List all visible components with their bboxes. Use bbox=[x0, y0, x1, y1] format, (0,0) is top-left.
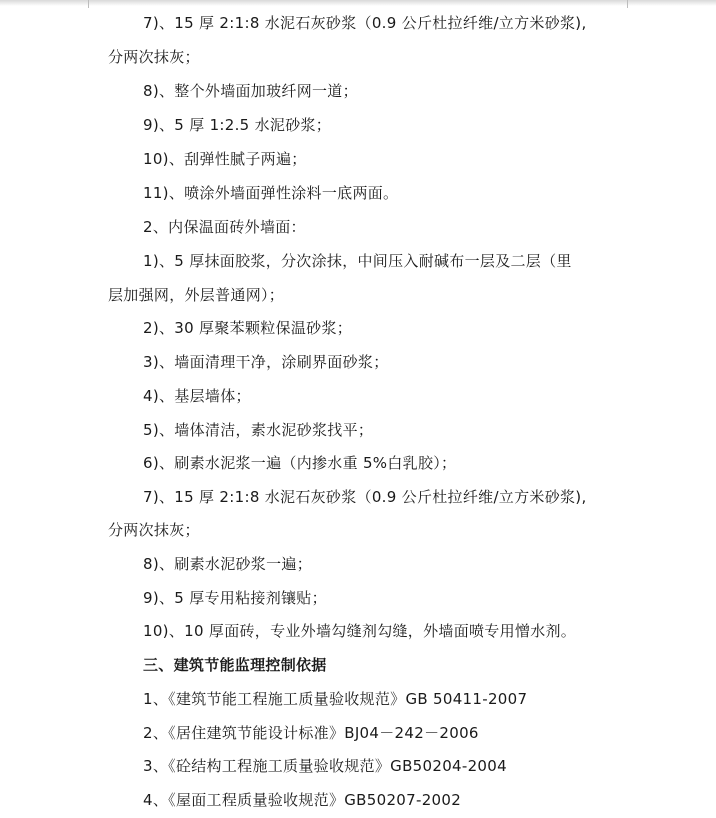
text-line: 9)、5 厚专用粘接剂镶贴； bbox=[143, 589, 327, 607]
reference-item: 2、《居住建筑节能设计标准》BJ04－242－2006 bbox=[143, 724, 479, 742]
text-line: 1)、5 厚抹面胶浆，分次涂抹，中间压入耐碱布一层及二层（里 bbox=[143, 252, 572, 270]
text-line: 6)、刷素水泥浆一遍（内掺水重 5%白乳胶）； bbox=[143, 454, 457, 472]
text-line: 层加强网，外层普通网）； bbox=[108, 286, 285, 304]
text-line: 分两次抹灰； bbox=[108, 48, 200, 66]
reference-item: 1、《建筑节能工程施工质量验收规范》GB 50411-2007 bbox=[143, 690, 528, 708]
text-line: 2)、30 厚聚苯颗粒保温砂浆； bbox=[143, 319, 353, 337]
text-line: 7)、15 厚 2:1:8 水泥石灰砂浆（0.9 公斤杜拉纤维/立方米砂浆), bbox=[143, 488, 587, 506]
text-line: 11)、喷涂外墙面弹性涂料一底两面。 bbox=[143, 184, 399, 202]
text-line: 3)、墙面清理干净，涂刷界面砂浆； bbox=[143, 353, 389, 371]
text-line: 8)、整个外墙面加玻纤网一道； bbox=[143, 82, 358, 100]
text-line: 10)、10 厚面砖，专业外墙勾缝剂勾缝，外墙面喷专用憎水剂。 bbox=[143, 622, 577, 640]
text-line: 5)、墙体清洁，素水泥砂浆找平； bbox=[143, 421, 374, 439]
reference-item: 4、《屋面工程质量验收规范》GB50207-2002 bbox=[143, 791, 462, 809]
text-line: 4)、基层墙体； bbox=[143, 387, 251, 405]
section-heading: 三、建筑节能监理控制依据 bbox=[143, 656, 327, 674]
text-line: 分两次抹灰； bbox=[108, 521, 200, 539]
margin-corner-mark-right bbox=[627, 0, 628, 8]
text-line: 7)、15 厚 2:1:8 水泥石灰砂浆（0.9 公斤杜拉纤维/立方米砂浆), bbox=[143, 14, 587, 32]
text-line: 2、内保温面砖外墙面： bbox=[143, 218, 306, 236]
margin-corner-mark-left bbox=[88, 0, 89, 8]
reference-item: 3、《砼结构工程施工质量验收规范》GB50204-2004 bbox=[143, 757, 507, 775]
text-line: 10)、刮弹性腻子两遍； bbox=[143, 150, 307, 168]
text-line: 8)、刷素水泥砂浆一遍； bbox=[143, 555, 312, 573]
text-line: 9)、5 厚 1:2.5 水泥砂浆； bbox=[143, 116, 332, 134]
page-edge-shadow bbox=[0, 0, 716, 6]
